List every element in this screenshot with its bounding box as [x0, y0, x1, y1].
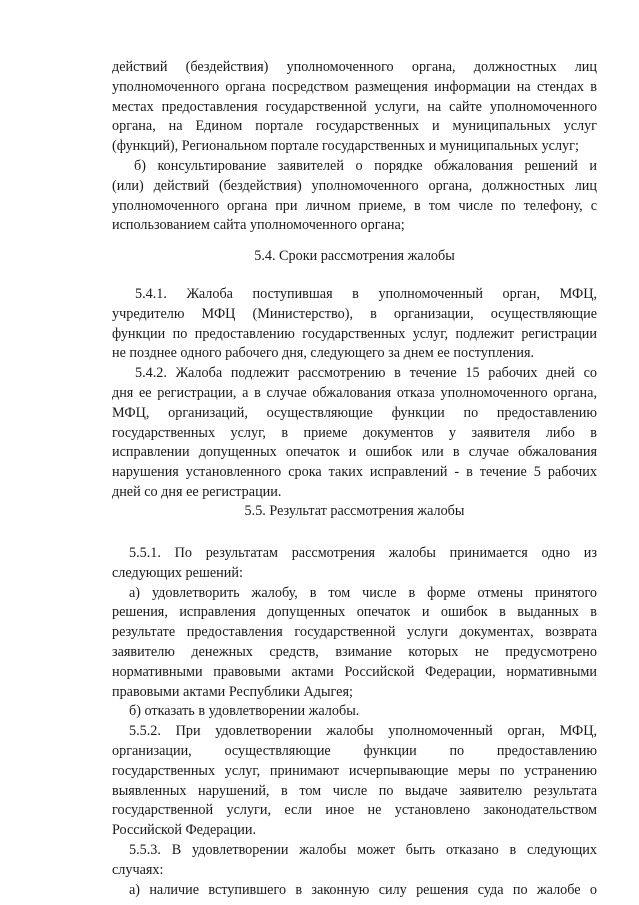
text-line: дней со дня ее регистрации.	[112, 483, 282, 500]
text-line: 5.5.3. В удовлетворении жалобы может быть отказано в следующих	[129, 841, 597, 858]
text-line: результате предоставления государственной услуги документах, возврата	[112, 624, 597, 641]
text-line: 5.4.1. Жалоба поступившая в уполномоченный орган, МФЦ,	[135, 286, 597, 302]
text-line: организации, осуществляющие функции по предоставлению	[112, 742, 597, 759]
text-line: правовыми актами Республики Адыгея;	[112, 683, 353, 700]
text-line: нарушения установленного срока таких исправлений - в течение 5 рабочих	[112, 464, 597, 481]
text-line: следующих решений:	[112, 564, 243, 581]
text-line: органа, на Едином портале государственных и муниципальных услуг	[112, 118, 597, 135]
text-line: случаях:	[112, 861, 164, 878]
text-line: государственной услуги, если иное не установлено законодательством	[112, 802, 597, 819]
paragraph-block-1	[112, 58, 597, 236]
text-line: б) консультирование заявителей о порядке обжалования решений и	[134, 157, 597, 174]
text-line: Российской Федерации.	[112, 822, 257, 839]
text-line: местах предоставления государственной услуги, на сайте уполномоченного	[112, 98, 597, 115]
text-line: 5.5.1. По результатам рассмотрения жалобы принимается одно из	[129, 545, 597, 561]
text-line: уполномоченного органа при личном приеме, в том числе по телефону, с	[112, 197, 597, 214]
section-heading-5-4: 5.4. Сроки рассмотрения жалобы	[254, 248, 455, 264]
text-line: а) удовлетворить жалобу, в том числе в форме отмены принятого	[129, 584, 597, 601]
paragraph-block-2	[112, 285, 597, 503]
text-line: (функций), Региональном портале государственных и муниципальных услуг;	[112, 138, 579, 155]
section-heading-5-5: 5.5. Результат рассмотрения жалобы	[244, 503, 465, 519]
text-line: учредителю МФЦ (Министерство), в организации, осуществляющие	[112, 305, 597, 322]
text-line: действий (бездействия) уполномоченного органа, должностных лиц	[112, 59, 597, 75]
text-line: 5.5.2. При удовлетворении жалобы уполномоченный орган, МФЦ,	[129, 723, 597, 740]
text-line: 5.4.2. Жалоба подлежит рассмотрению в течение 15 рабочих дней со	[135, 365, 597, 382]
text-line: МФЦ, организаций, осуществляющие функции по предоставлению	[112, 404, 597, 421]
paragraph-block-3	[112, 544, 597, 900]
text-line: (или) действий (бездействия) уполномоченного органа, должностных лиц	[112, 177, 597, 194]
text-line: государственных услуг, в приеме документов у заявителя либо в	[112, 424, 597, 441]
text-line: выявленных нарушений, в том числе по выдаче заявителю результата	[112, 782, 597, 799]
text-line: уполномоченного органа посредством размещения информации на стендах в	[112, 78, 597, 95]
text-line: государственных услуг, принимают исчерпывающие меры по устранению	[112, 762, 597, 779]
text-line: дня ее регистрации, а в случае обжалования отказа уполномоченного органа,	[112, 384, 597, 401]
text-line: б) отказать в удовлетворении жалобы.	[129, 703, 360, 720]
text-line: функции по предоставлению государственных услуг, подлежит регистрации	[112, 325, 597, 342]
text-line: исправлении допущенных опечаток и ошибок или в случае обжалования	[112, 444, 597, 461]
text-line: нормативными правовыми актами Российской Федерации, нормативными	[112, 663, 597, 680]
text-line: а) наличие вступившего в законную силу решения суда по жалобе о	[129, 881, 597, 898]
text-line: заявителю денежных средств, взимание которых не предусмотрено	[112, 643, 597, 660]
text-line: не позднее одного рабочего дня, следующего за днем ее поступления.	[112, 345, 535, 362]
text-line: использованием сайта уполномоченного органа;	[112, 217, 405, 234]
text-line: решения, исправления допущенных опечаток и ошибок в выданных в	[112, 604, 597, 621]
